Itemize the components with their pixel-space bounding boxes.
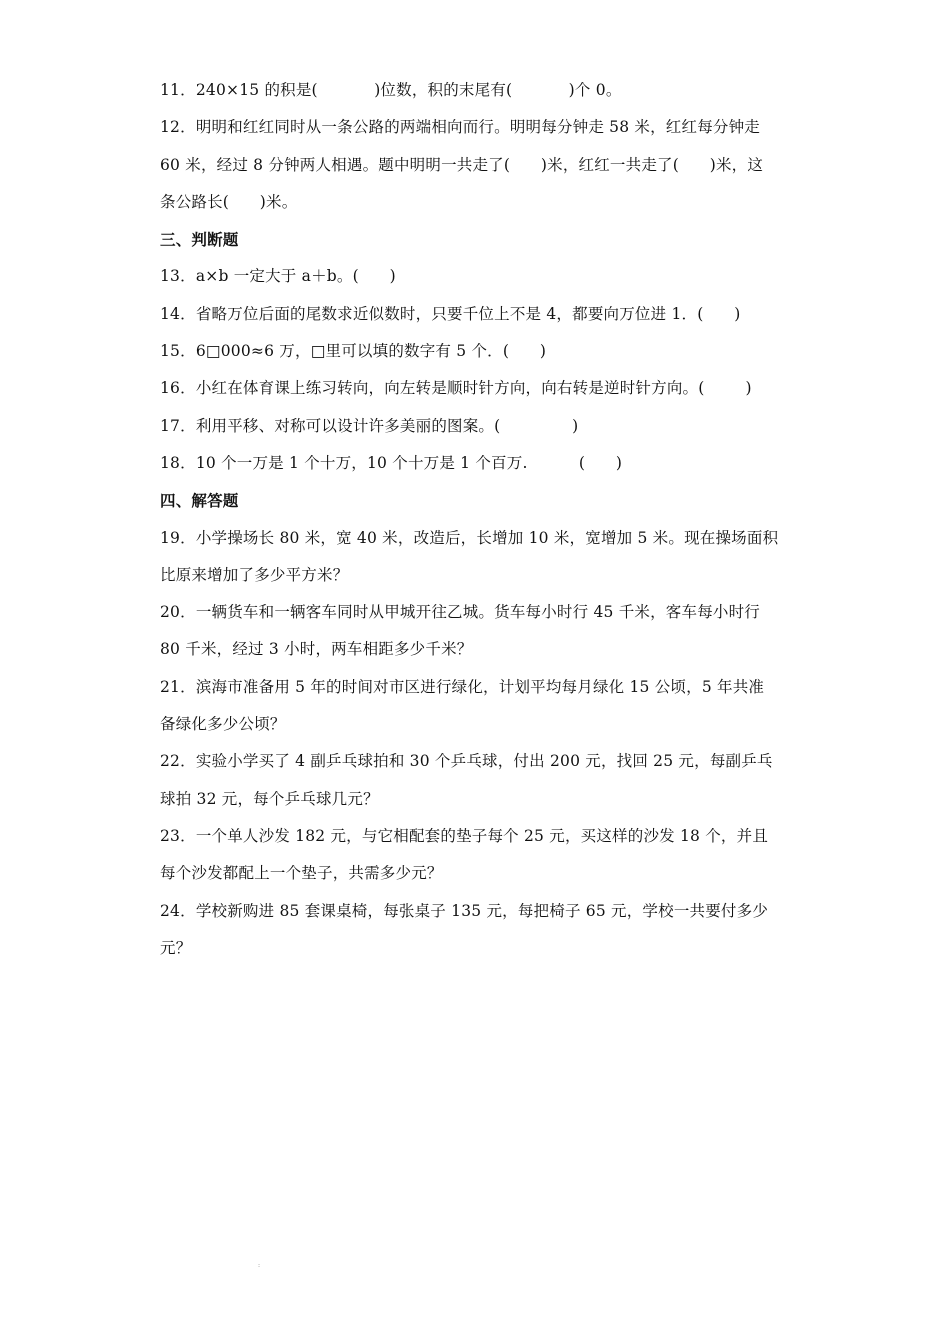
q22-line-2: 球拍 32 元，每个乒乓球几元？ xyxy=(160,789,379,808)
q14-line: 14．省略万位后面的尾数求近似数时，只要千位上不是 4，都要向万位进 1．( ) xyxy=(160,304,741,323)
section-heading-answers: 四、解答题 xyxy=(160,491,239,511)
q13-line: 13．a×b 一定大于 a＋b。( ) xyxy=(160,267,396,286)
footer-mark: : xyxy=(258,1262,261,1269)
q11-line: 11．240×15 的积是( )位数，积的末尾有( )个 0。 xyxy=(160,81,622,99)
q24-line-1: 24．学校新购进 85 套课桌椅，每张桌子 135 元，每把椅子 65 元，学校一共要付多少 xyxy=(160,901,769,920)
q16-line: 16．小红在体育课上练习转向，向左转是顺时针方向，向右转是逆时针方向。( ) xyxy=(160,379,752,398)
document-page xyxy=(160,72,790,967)
q23-line-1: 23．一个单人沙发 182 元，与它相配套的垫子每个 25 元，买这样的沙发 18 个，并且 xyxy=(160,826,769,845)
q19-line-1: 19．小学操场长 80 米，宽 40 米，改造后，长增加 10 米，宽增加 5 米。现在操场面积 xyxy=(160,528,779,547)
q19-line-2: 比原来增加了多少平方米？ xyxy=(160,565,349,584)
section-heading-judgement: 三、判断题 xyxy=(160,230,239,250)
q23-line-2: 每个沙发都配上一个垫子，共需多少元？ xyxy=(160,864,443,883)
q20-line-1: 20．一辆货车和一辆客车同时从甲城开往乙城。货车每小时行 45 千米，客车每小时行 xyxy=(160,603,761,622)
q15-line: 15．6□000≈6 万，□里可以填的数字有 5 个．( ) xyxy=(160,342,547,361)
q21-line-2: 备绿化多少公顷？ xyxy=(160,715,286,734)
q18-line: 18．10 个一万是 1 个十万，10 个十万是 1 个百万. ( ) xyxy=(160,453,623,472)
q24-line-2: 元？ xyxy=(160,938,192,957)
q12-line-3: 条公路长( )米。 xyxy=(160,192,298,211)
q21-line-1: 21．滨海市准备用 5 年的时间对市区进行绿化，计划平均每月绿化 15 公顷，5 年共准 xyxy=(160,677,765,696)
q20-line-2: 80 千米，经过 3 小时，两车相距多少千米？ xyxy=(160,640,473,659)
q22-line-1: 22．实验小学买了 4 副乒乓球拍和 30 个乒乓球，付出 200 元，找回 25 元，每副乒乓 xyxy=(160,752,773,771)
q12-line-2: 60 米，经过 8 分钟两人相遇。题中明明一共走了( )米，红红一共走了( )米，这 xyxy=(160,155,764,174)
q12-line-1: 12．明明和红红同时从一条公路的两端相向而行。明明每分钟走 58 米，红红每分钟走 xyxy=(160,118,761,137)
q17-line: 17．利用平移、对称可以设计许多美丽的图案。( ) xyxy=(160,416,579,435)
